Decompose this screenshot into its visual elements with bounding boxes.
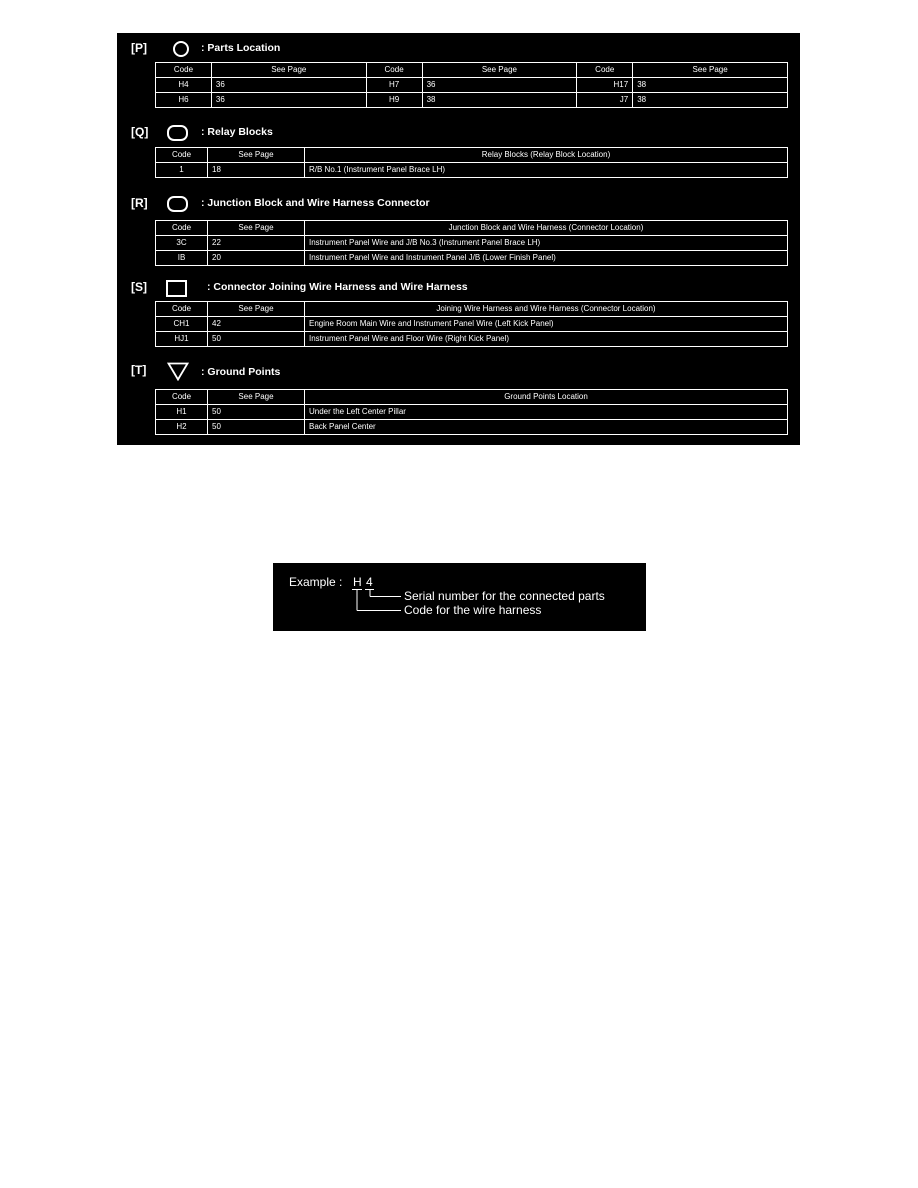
code-cell: CH1 xyxy=(156,317,208,332)
column-header: Relay Blocks (Relay Block Location) xyxy=(305,148,788,163)
square-icon xyxy=(166,280,187,297)
location-cell: Instrument Panel Wire and Floor Wire (Right Kick Panel) xyxy=(305,332,788,347)
table-header-row xyxy=(156,221,788,236)
page-cell: 36 xyxy=(422,78,577,93)
table-row xyxy=(156,236,788,251)
code-cell: H7 xyxy=(366,78,422,93)
column-header: See Page xyxy=(208,302,305,317)
example-serial-note: Serial number for the connected parts xyxy=(404,589,605,603)
column-header: See Page xyxy=(208,221,305,236)
page-cell: 18 xyxy=(208,163,305,178)
section-t-title: : Ground Points xyxy=(201,366,281,378)
table-header-row xyxy=(156,390,788,405)
section-s-letter: [S] xyxy=(131,280,147,294)
page-cell: 42 xyxy=(208,317,305,332)
circle-icon xyxy=(173,41,189,57)
table-row xyxy=(156,78,788,93)
triangle-icon xyxy=(167,362,189,381)
table-row xyxy=(156,405,788,420)
oval-icon xyxy=(167,125,188,141)
location-cell: Under the Left Center Pillar xyxy=(305,405,788,420)
section-r-title: : Junction Block and Wire Harness Connector xyxy=(201,197,430,209)
parts-location-table xyxy=(155,62,788,108)
page-cell: 38 xyxy=(422,93,577,108)
page-cell: 36 xyxy=(211,93,366,108)
section-s-header xyxy=(117,276,800,298)
table-row xyxy=(156,163,788,178)
example-box xyxy=(273,563,646,631)
page-cell: 20 xyxy=(208,251,305,266)
relay-blocks-table xyxy=(155,147,788,178)
column-header: See Page xyxy=(422,63,577,78)
column-header: Code xyxy=(156,390,208,405)
location-cell: Back Panel Center xyxy=(305,420,788,435)
column-header: Code xyxy=(366,63,422,78)
column-header: Ground Points Location xyxy=(305,390,788,405)
example-code-letter: H xyxy=(353,575,362,589)
location-cell: Engine Room Main Wire and Instrument Panel Wire (Left Kick Panel) xyxy=(305,317,788,332)
section-p-title: : Parts Location xyxy=(201,42,281,54)
column-header: Code xyxy=(156,148,208,163)
code-cell: H17 xyxy=(577,78,633,93)
table-row xyxy=(156,332,788,347)
section-q-title: : Relay Blocks xyxy=(201,126,273,138)
code-cell: J7 xyxy=(577,93,633,108)
connector-joining-table xyxy=(155,301,788,347)
column-header: See Page xyxy=(208,390,305,405)
location-cell: Instrument Panel Wire and J/B No.3 (Instrument Panel Brace LH) xyxy=(305,236,788,251)
page-cell: 50 xyxy=(208,405,305,420)
oval-icon xyxy=(167,196,188,212)
junction-block-table xyxy=(155,220,788,266)
section-p-letter: [P] xyxy=(131,41,147,55)
table-row xyxy=(156,93,788,108)
location-cell: Instrument Panel Wire and Instrument Panel J/B (Lower Finish Panel) xyxy=(305,251,788,266)
code-cell: H2 xyxy=(156,420,208,435)
section-r-letter: [R] xyxy=(131,196,148,210)
column-header: Junction Block and Wire Harness (Connector Location) xyxy=(305,221,788,236)
code-cell: 1 xyxy=(156,163,208,178)
column-header: See Page xyxy=(208,148,305,163)
table-header-row xyxy=(156,63,788,78)
table-row xyxy=(156,317,788,332)
page-cell: 50 xyxy=(208,420,305,435)
location-cell: R/B No.1 (Instrument Panel Brace LH) xyxy=(305,163,788,178)
example-code-number: 4 xyxy=(366,575,373,589)
section-q-header xyxy=(117,121,800,143)
column-header: Code xyxy=(577,63,633,78)
code-cell: H4 xyxy=(156,78,212,93)
code-cell: H6 xyxy=(156,93,212,108)
table-header-row xyxy=(156,302,788,317)
section-s-title: : Connector Joining Wire Harness and Wire Harness xyxy=(207,281,468,293)
section-t-letter: [T] xyxy=(131,363,147,377)
column-header: Code xyxy=(156,63,212,78)
table-row xyxy=(156,251,788,266)
code-cell: 3C xyxy=(156,236,208,251)
section-t-header xyxy=(117,359,800,381)
page-cell: 22 xyxy=(208,236,305,251)
column-header: See Page xyxy=(633,63,788,78)
section-q-letter: [Q] xyxy=(131,125,149,139)
ground-points-table xyxy=(155,389,788,435)
code-cell: H9 xyxy=(366,93,422,108)
code-cell: IB xyxy=(156,251,208,266)
code-cell: HJ1 xyxy=(156,332,208,347)
column-header: Joining Wire Harness and Wire Harness (Connector Location) xyxy=(305,302,788,317)
column-header: Code xyxy=(156,221,208,236)
page-cell: 36 xyxy=(211,78,366,93)
page-cell: 38 xyxy=(633,93,788,108)
table-row xyxy=(156,420,788,435)
column-header: See Page xyxy=(211,63,366,78)
page-cell: 50 xyxy=(208,332,305,347)
example-code-note: Code for the wire harness xyxy=(404,603,542,617)
example-prefix: Example : xyxy=(289,575,343,589)
page-cell: 38 xyxy=(633,78,788,93)
section-r-header xyxy=(117,192,800,214)
code-cell: H1 xyxy=(156,405,208,420)
section-p-header xyxy=(117,37,800,59)
legend-panel xyxy=(117,33,800,445)
table-header-row xyxy=(156,148,788,163)
column-header: Code xyxy=(156,302,208,317)
